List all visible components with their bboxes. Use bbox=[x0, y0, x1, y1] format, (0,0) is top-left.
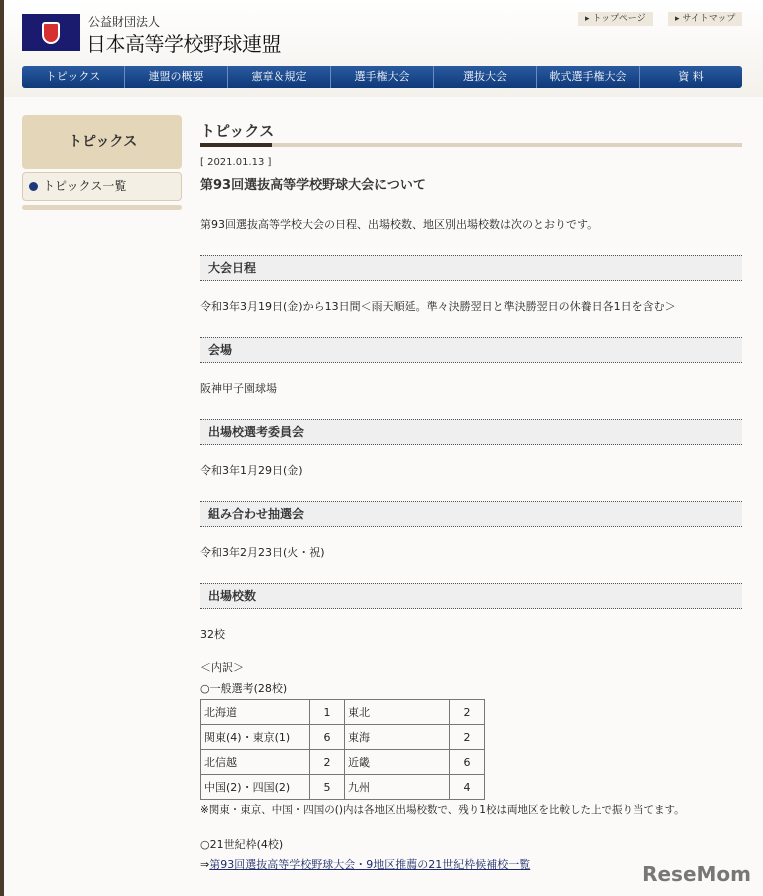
nav-softball[interactable]: 軟式選手権大会 bbox=[537, 66, 640, 88]
count: 6 bbox=[310, 725, 345, 750]
nav-invitational[interactable]: 選抜大会 bbox=[434, 66, 537, 88]
article-date: [ 2021.01.13 ] bbox=[200, 157, 272, 168]
emblem-icon bbox=[42, 22, 60, 44]
sidebar-item-topics-list[interactable] bbox=[22, 172, 182, 201]
region-table bbox=[200, 699, 485, 800]
count: 1 bbox=[310, 700, 345, 725]
section-body: 32校 bbox=[200, 628, 225, 641]
main-nav bbox=[22, 66, 742, 88]
top-page-label: トップページ bbox=[592, 14, 646, 24]
region: 九州 bbox=[345, 775, 450, 800]
general-selection-label: ○一般選考(28校) bbox=[200, 682, 288, 695]
region: 北信越 bbox=[201, 750, 310, 775]
table-row bbox=[201, 700, 485, 725]
count: 6 bbox=[450, 750, 485, 775]
sitemap-link[interactable]: ▸ サイトマップ bbox=[668, 12, 742, 26]
sidebar-title: トピックス bbox=[22, 115, 182, 169]
count: 5 bbox=[310, 775, 345, 800]
c21-label: ○21世紀枠(4校) bbox=[200, 838, 284, 851]
section-body: 令和3年2月23日(火・祝) bbox=[200, 546, 325, 559]
sitemap-label: サイトマップ bbox=[682, 14, 736, 24]
count: 2 bbox=[450, 700, 485, 725]
intro-text: 第93回選抜高等学校大会の日程、出場校数、地区別出場校数は次のとおりです。 bbox=[200, 218, 599, 231]
arrow-icon: ⇒ bbox=[200, 858, 210, 871]
count: 2 bbox=[450, 725, 485, 750]
section-heading: 組み合わせ抽選会 bbox=[200, 501, 742, 527]
title-underline bbox=[200, 143, 742, 147]
nav-charter[interactable]: 憲章＆規定 bbox=[228, 66, 331, 88]
sidebar-footer bbox=[22, 205, 182, 210]
org-name: 日本高等学校野球連盟 bbox=[86, 32, 281, 56]
region: 関東(4)・東京(1) bbox=[201, 725, 310, 750]
section-body: 令和3年3月19日(金)から13日間＜雨天順延。準々決勝翌日と準決勝翌日の休養日各1日を含む＞ bbox=[200, 300, 676, 313]
nav-about[interactable]: 連盟の概要 bbox=[125, 66, 228, 88]
watermark-logo: ReseMom bbox=[642, 862, 751, 886]
sidebar-item-label: トピックス一覧 bbox=[43, 179, 127, 193]
article-title: 第93回選抜高等学校野球大会について bbox=[200, 178, 426, 193]
region: 近畿 bbox=[345, 750, 450, 775]
section-heading: 出場校選考委員会 bbox=[200, 419, 742, 445]
page-title: トピックス bbox=[200, 122, 275, 140]
org-subtitle: 公益財団法人 bbox=[88, 15, 161, 29]
table-row bbox=[201, 750, 485, 775]
region: 東海 bbox=[345, 725, 450, 750]
breakdown-label: ＜内訳＞ bbox=[200, 661, 244, 674]
region: 東北 bbox=[345, 700, 450, 725]
section-body: 令和3年1月29日(金) bbox=[200, 464, 303, 477]
nav-topics[interactable]: トピックス bbox=[22, 66, 125, 88]
section-body: 阪神甲子園球場 bbox=[200, 382, 277, 395]
table-row bbox=[201, 725, 485, 750]
bullet-icon bbox=[29, 182, 38, 191]
section-heading: 大会日程 bbox=[200, 255, 742, 281]
nav-championship[interactable]: 選手権大会 bbox=[331, 66, 434, 88]
count: 4 bbox=[450, 775, 485, 800]
candidate-list-link[interactable]: 第93回選抜高等学校野球大会・9地区推薦の21世紀枠候補校一覧 bbox=[209, 858, 531, 871]
logo[interactable] bbox=[22, 14, 80, 51]
count: 2 bbox=[310, 750, 345, 775]
top-page-link[interactable]: ▸ トップページ bbox=[578, 12, 653, 26]
header bbox=[4, 0, 763, 97]
section-heading: 出場校数 bbox=[200, 583, 742, 609]
region: 北海道 bbox=[201, 700, 310, 725]
note-text: ※関東・東京、中国・四国の()内は各地区出場校数で、残り1校は両地区を比較した上で振り当てます。 bbox=[200, 804, 685, 816]
nav-materials[interactable]: 資 料 bbox=[678, 70, 704, 83]
section-heading: 会場 bbox=[200, 337, 742, 363]
region: 中国(2)・四国(2) bbox=[201, 775, 310, 800]
table-row bbox=[201, 775, 485, 800]
